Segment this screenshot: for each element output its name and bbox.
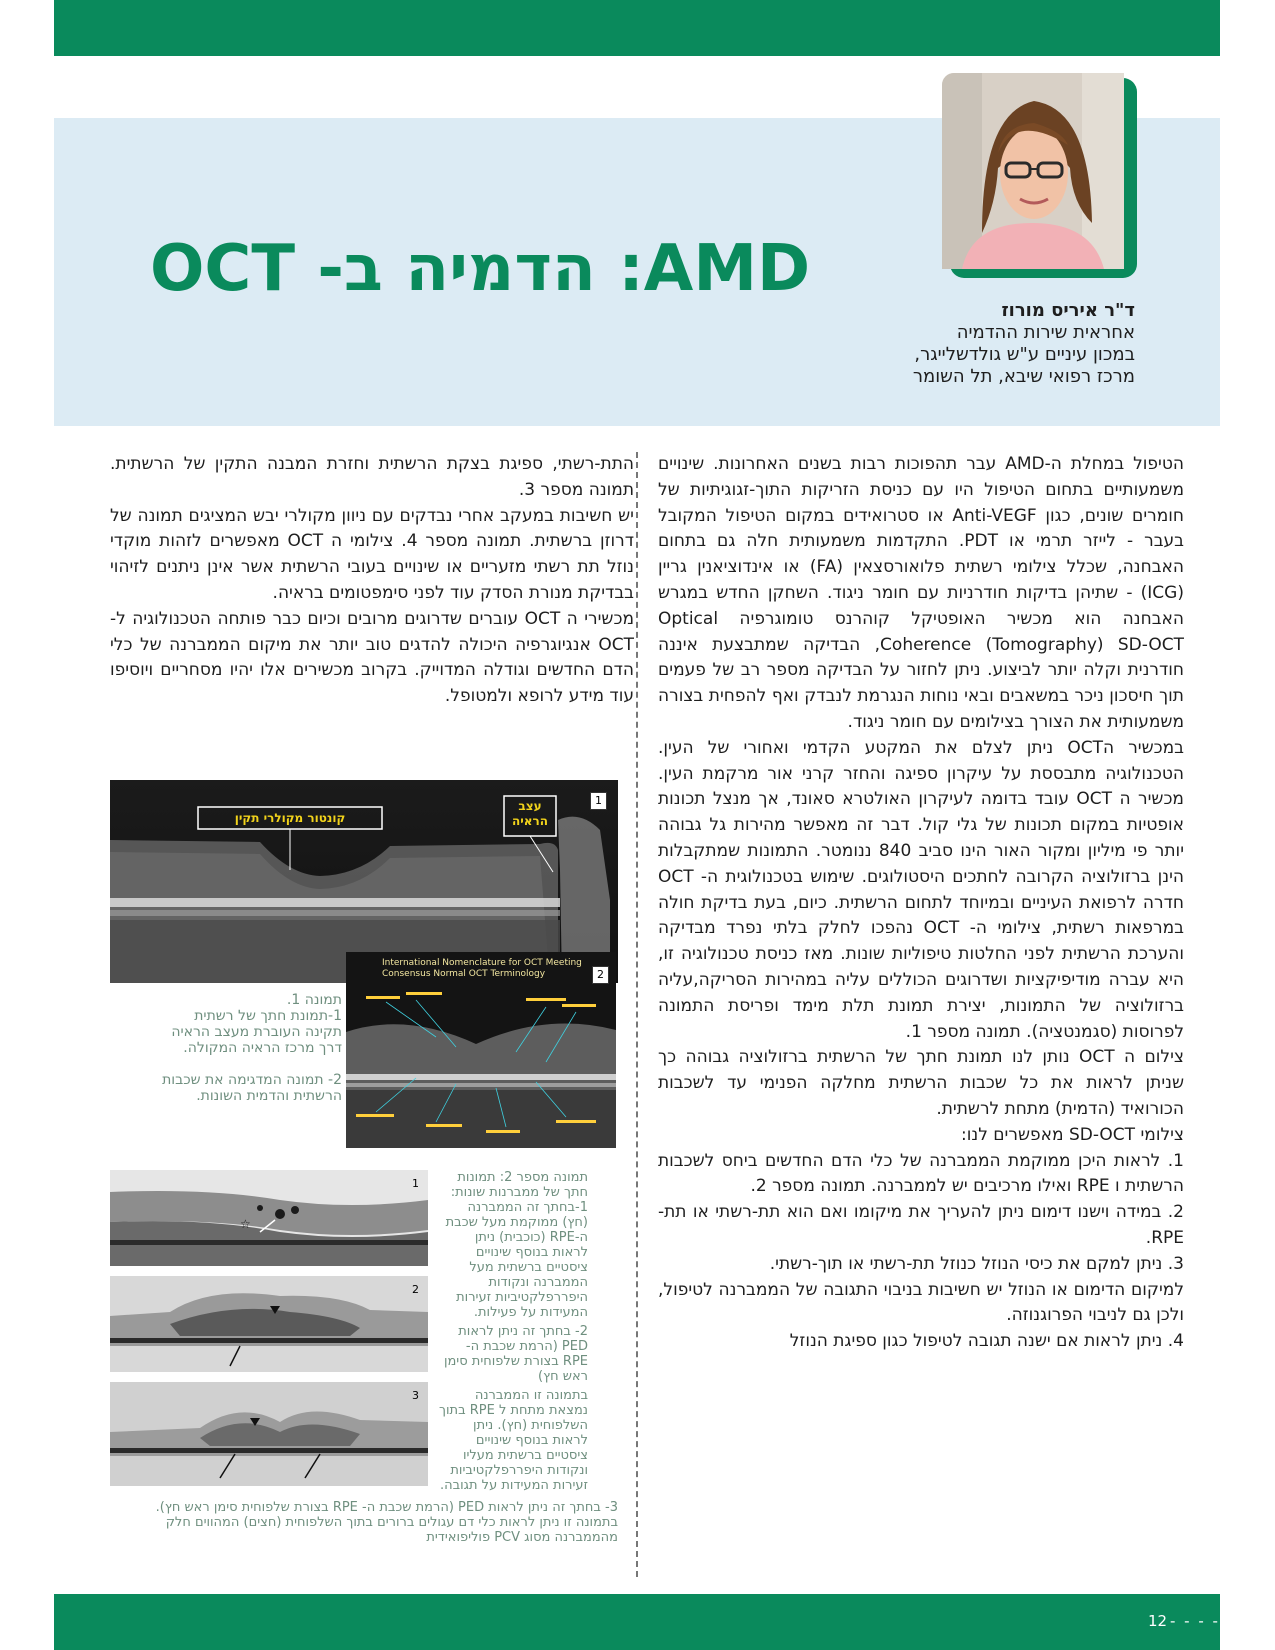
bottom-color-band bbox=[54, 1594, 1220, 1650]
caption-item: בתמונה זו הממברנה נמצאת מתחת ל RPE בתוך השלפוחית (חץ). ניתן לראות בנוסף שינויים ציסטיים ברשתית מעליו ונקודות היפררפלקטיביות זעירות המעידות על תגובה. bbox=[439, 1388, 588, 1493]
caption-title: תמונה מספר 2: תמונות חתך של ממברנות שונות: bbox=[450, 1170, 588, 1200]
column-divider bbox=[636, 452, 638, 1577]
top-color-band bbox=[54, 0, 1220, 56]
nomenclature-title-line2: Consensus Normal OCT Terminology bbox=[382, 969, 546, 979]
figure2-caption bbox=[438, 1170, 588, 1493]
figure2-panel2 bbox=[110, 1276, 428, 1372]
paragraph: למיקום הדימום או הנוזל יש חשיבות בניבוי התגובה של הממברנה לטיפול, ולכן גם לניבוי הפרוגנוזה. bbox=[658, 1279, 1184, 1326]
paragraph: צילום ה OCT נותן לנו תמונת חתך של הרשתית ברזולוציה גבוהה כך שניתן לראות את כל שכבות הרשתית מחלקה הפנימי עד לשכבות הכורואיד (הדמית) מתחת לרשתית. bbox=[658, 1047, 1184, 1119]
left-text-column bbox=[110, 452, 634, 762]
figure1-caption bbox=[156, 992, 342, 1122]
author-block bbox=[815, 300, 1135, 388]
right-text-column bbox=[658, 452, 1184, 1590]
figure-number: 1 bbox=[412, 1177, 419, 1190]
page-number: 12 bbox=[1148, 1612, 1168, 1630]
figure-number: 2 bbox=[412, 1283, 419, 1296]
nomenclature-title-line1: International Nomenclature for OCT Meeting bbox=[382, 958, 582, 968]
paragraph: במכשיר הOCT ניתן לצלם את המקטע הקדמי ואחורי של העין. הטכנולוגיה מתבססת על עיקרון ספיגה והחזר קרני אור מרקמת העין. מכשיר ה OCT עובד בדומה לעיקרון האולטרא סאונד, אך מנצל תכונות אופטיות במקום תכונות של גלי קול. דבר זה מאפשר מהירות גל גבוהה יותר פי מיליון ומקור האור הינו סביב 840 ננומטר. התמונות שמתקבלות הינן ברזולוציה הקרובה לחתכים היסטולוגים. שימוש בטכנולוגית ה- OCT חדרה לרפואת העיניים ובמיוחד לתחום הרשתית. כיום, בעת בדיקת חולה במרפאות רשתית, צילומי ה- OCT נהפכו לחלק בלתי נפרד מבדיקה והערכת הרשתית לפני החלטות טיפוליות שונות. מאז כניסת טכנולוגיה זו, היא עברה מודיפיקציות ושדרוגים הכוללים עליה במהירות הסריקה,עליה ברזולוציה של התמונות, יצירת תמונת תלת מימד ופריסת התמונה לפרוסות (סגמנטציה). תמונה מספר 1. bbox=[658, 737, 1184, 1042]
paragraph: 1. לראות היכן ממוקמת הממברנה של כלי הדם החדשים ביחס לשכבות הרשתית ו RPE ואילו מרכיבים יש לממברנה. תמונה מספר 2. bbox=[658, 1150, 1184, 1197]
figure2-bottom-caption: 3- בחתך זה ניתן לראות PED (הרמת שכבת ה- RPE בצורת שלפוחית סימן ראש חץ). בתמונה זו ניתן לראות כלי דם עגולים ברורים בתוך השלפוחית (חצים) המהווים חלק מהממברנה מסוג PCV פוליפואידית bbox=[155, 1500, 618, 1545]
author-photo bbox=[942, 73, 1132, 273]
figure-number: 2 bbox=[592, 966, 609, 984]
author-institute: במכון עיניים ע"ש גולדשלייגר, bbox=[914, 344, 1135, 365]
page-number-dashes: - - - - - bbox=[1170, 1612, 1235, 1630]
author-name: ד"ר איריס מורוז bbox=[1001, 300, 1135, 321]
author-portrait-icon bbox=[942, 73, 1124, 269]
optic-nerve-label-line1: עצב bbox=[518, 799, 542, 813]
figure2-panel3 bbox=[110, 1382, 428, 1486]
caption-item: 2- בחתך זה ניתן לראות PED (הרמת שכבת ה- RPE בצורת שלפוחית סימן ראש חץ) bbox=[443, 1324, 588, 1384]
author-hospital: מרכז רפואי שיבא, תל השומר bbox=[912, 366, 1135, 387]
nomenclature-title bbox=[382, 958, 602, 980]
figure2-panel1 bbox=[110, 1170, 428, 1266]
article-title: OCT -הדמיה ב :AMD bbox=[150, 232, 811, 306]
caption-title: תמונה 1. bbox=[286, 992, 342, 1008]
macular-contour-label: קונטור מקולרי תקין bbox=[234, 811, 346, 825]
paragraph: צילומי SD-OCT מאפשרים לנו: bbox=[961, 1124, 1184, 1145]
figure-number: 3 bbox=[412, 1389, 419, 1402]
optic-nerve-label-line2: הראיה bbox=[512, 814, 548, 828]
svg-text:☆: ☆ bbox=[240, 1217, 251, 1231]
paragraph: 4. ניתן לראות אם ישנה תגובה לטיפול כגון ספיגת הנוזל bbox=[789, 1331, 1184, 1352]
paragraph: הטיפול במחלת ה-AMD עבר תהפוכות רבות בשנים האחרונות. שינויים משמעותיים בתחום הטיפול היו עם כניסת הזריקות התוך-זגוגיתיות של חומרים שונים, כגון Anti-VEGF או סטרואידים במקום הטיפול המקובל בעבר - לייזר תרמי או PDT. התקדמות משמעותית חלה גם בתחום האבחנה, שכלל צילומי רשתית פלואורסצאין (FA) או אינדוציאנין גריין (ICG) - שתיהן בדיקות חודרניות עם חומר ניגוד. השחקן החדש במגרש האבחנה הוא מכשיר האופטיקל קוהרנס טומוגרפיה Optical Coherence (Tomography) SD-OCT, הבדיקה שמתבצעת איננה חודרנית וקלה יותר לביצוע. ניתן לחזור על הבדיקה מספר רב של פעמים תוך חיסכון ניכר במשאבים ובאי נוחות הנגרמת לנבדק ואף להפחית בצורה משמעותית את הצורך בצילומים עם חומר ניגוד. bbox=[658, 454, 1184, 732]
figure-number: 1 bbox=[590, 792, 607, 810]
caption-item: 1-תמונת חתך של רשתית תקינה העוברת מעצב הראיה דרך מרכז הראיה המקולה. bbox=[171, 1008, 342, 1056]
figure1-panel2 bbox=[346, 952, 616, 1148]
paragraph: 3. ניתן למקם את כיסי הנוזל כנוזל תת-רשתי או תוך-רשתי. bbox=[769, 1253, 1184, 1274]
author-role: אחראית שירות ההדמיה bbox=[956, 322, 1135, 343]
optic-nerve-label bbox=[504, 799, 556, 829]
caption-item: 1-בחתך זה הממברנה (חץ) ממוקמת מעל שכבת ה-RPE (כוכבית) ניתן לראות בנוסף שינויים ציסטיים ברשתית מעל הממברנה ונקודות היפררפלקטיביות זעירות המעידות על פעילות. bbox=[445, 1200, 588, 1320]
paragraph: מכשירי ה OCT עוברים שדרוגים מרובים וכיום כבר פותחה הטכנולוגיה ל-OCT אנגיוגרפיה היכולה להדגים טוב יותר את מיקום הממברנה של כלי הדם החדשים וגודלה המדוייק. בקרוב מכשירים אלו יהיו מסחריים ויוסיפו עוד מידע לרופא ולמטופל. bbox=[110, 608, 634, 707]
paragraph: 2. במידה וישנו דימום ניתן להעריך את מיקומו ואם הוא תת-רשתי או תת-RPE. bbox=[658, 1202, 1184, 1248]
caption-item: 2- תמונה המדגימה את שכבות הרשתית והדמית השונות. bbox=[162, 1072, 342, 1104]
paragraph: התת-רשתי, ספיגת בצקת הרשתית וחזרת המבנה התקין של הרשתית. תמונה מספר 3. bbox=[110, 454, 634, 500]
paragraph: יש חשיבות במעקב אחרי נבדקים עם ניוון מקולרי יבש המציגים תמונה של דרוזן ברשתית. תמונה מספר 4. צילומי ה OCT מאפשרים לזהות מוקדי נוזל תת רשתי מזעריים או שינויים בעובי הרשתית אשר אינן ניתנים לזיהוי בבדיקת מנורת הסדק עוד לפני סימפטומים בראיה. bbox=[110, 505, 634, 603]
